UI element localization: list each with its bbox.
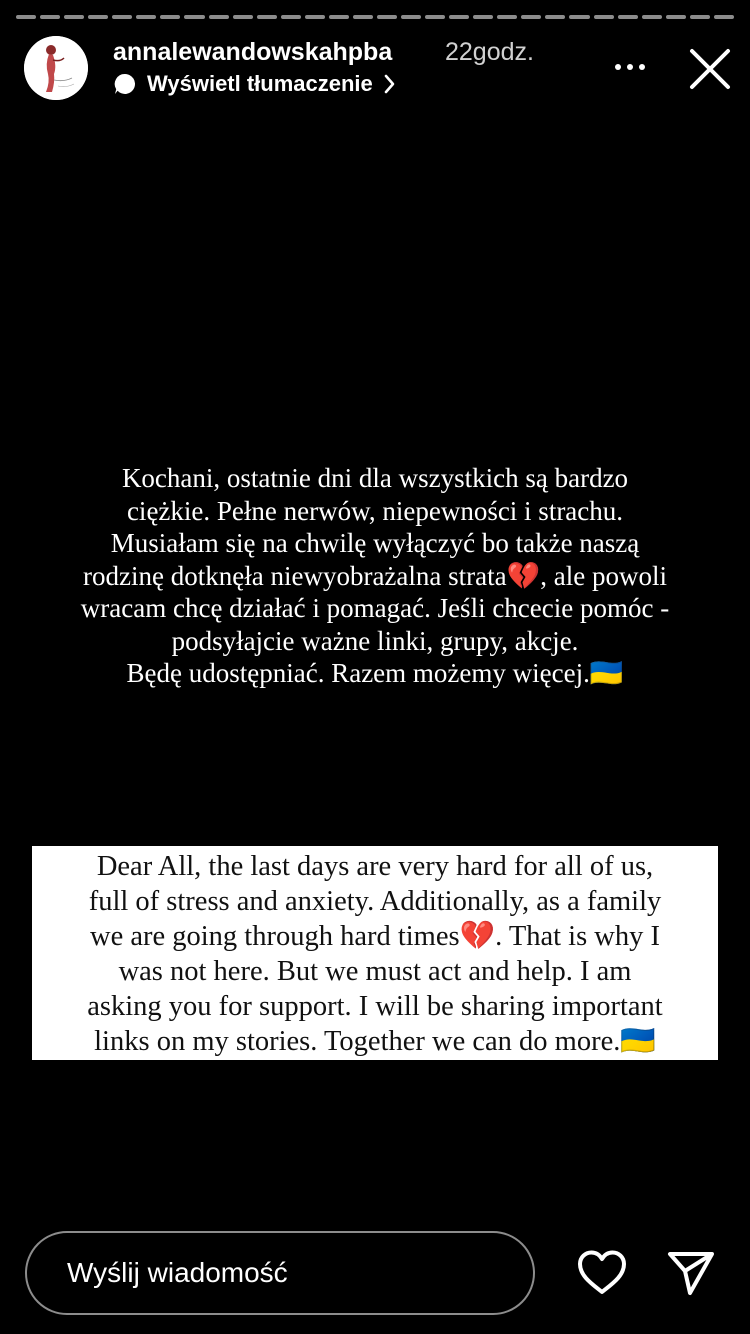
- story-line: links on my stories. Together we can do more.🇺🇦: [94, 1026, 656, 1057]
- progress-segment: [497, 15, 517, 19]
- progress-segment: [618, 15, 638, 19]
- message-input-container[interactable]: [25, 1231, 535, 1315]
- close-button[interactable]: [686, 45, 734, 93]
- chevron-right-icon: [383, 73, 397, 95]
- story-text-english: [32, 846, 718, 1060]
- progress-segment: [40, 15, 60, 19]
- story-line: we are going through hard times💔. That is why I: [89, 921, 660, 952]
- progress-segment: [233, 15, 253, 19]
- story-line: was not here. But we must act and help. I am: [118, 956, 632, 987]
- like-button[interactable]: [576, 1249, 628, 1297]
- avatar[interactable]: [24, 36, 88, 100]
- translate-button[interactable]: [113, 70, 397, 98]
- progress-segment: [136, 15, 156, 19]
- more-options-button[interactable]: [606, 52, 654, 82]
- progress-segment: [16, 15, 36, 19]
- progress-segment: [305, 15, 325, 19]
- progress-segment: [594, 15, 614, 19]
- progress-segment: [88, 15, 108, 19]
- story-progress-bar: [16, 15, 734, 19]
- progress-segment: [112, 15, 132, 19]
- close-icon: [686, 45, 734, 93]
- story-line: asking you for support. I will be sharing important: [87, 991, 663, 1022]
- progress-segment: [642, 15, 662, 19]
- progress-segment: [666, 15, 686, 19]
- avatar-illustration: [24, 36, 88, 100]
- progress-segment: [257, 15, 277, 19]
- progress-segment: [690, 15, 710, 19]
- message-input[interactable]: [27, 1233, 533, 1313]
- progress-segment: [353, 15, 373, 19]
- speech-bubble-icon: [113, 72, 137, 96]
- story-line: Dear All, the last days are very hard for all of us,: [96, 851, 654, 882]
- send-button[interactable]: [666, 1250, 716, 1296]
- progress-segment: [64, 15, 84, 19]
- heart-icon: [576, 1249, 628, 1297]
- progress-segment: [569, 15, 589, 19]
- story-line: ciężkie. Pełne nerwów, niepewności i strachu.: [126, 495, 624, 526]
- story-line: wracam chcę działać i pomagać. Jeśli chcecie pomóc -: [80, 593, 670, 623]
- send-icon: [666, 1250, 716, 1296]
- progress-segment: [377, 15, 397, 19]
- more-dots-icon: [627, 64, 633, 70]
- progress-segment: [545, 15, 565, 19]
- progress-segment: [329, 15, 349, 19]
- more-dots-icon: [639, 64, 645, 70]
- story-line: rodzinę dotknęła niewyobrażalna strata💔, ale powoli: [83, 560, 667, 591]
- progress-segment: [160, 15, 180, 19]
- progress-segment: [281, 15, 301, 19]
- story-line: Kochani, ostatnie dni dla wszystkich są bardzo: [121, 463, 629, 493]
- progress-segment: [449, 15, 469, 19]
- progress-segment: [401, 15, 421, 19]
- story-line: Musiałam się na chwilę wyłączyć bo także naszą: [110, 528, 640, 558]
- story-line: podsyłajcie ważne linki, grupy, akcje.: [171, 625, 579, 656]
- progress-segment: [473, 15, 493, 19]
- more-dots-icon: [615, 64, 621, 70]
- story-text-polish: [30, 462, 720, 690]
- progress-segment: [425, 15, 445, 19]
- progress-segment: [521, 15, 541, 19]
- story-line: full of stress and anxiety. Additionally, as a family: [88, 886, 662, 917]
- translate-label: Wyświetl tłumaczenie: [147, 71, 373, 96]
- progress-segment: [714, 15, 734, 19]
- story-line: Będę udostępniać. Razem możemy więcej.🇺🇦: [126, 658, 624, 688]
- progress-segment: [209, 15, 229, 19]
- progress-segment: [184, 15, 204, 19]
- username[interactable]: annalewandowskahpba: [113, 38, 393, 66]
- post-time: 22godz.: [445, 38, 534, 66]
